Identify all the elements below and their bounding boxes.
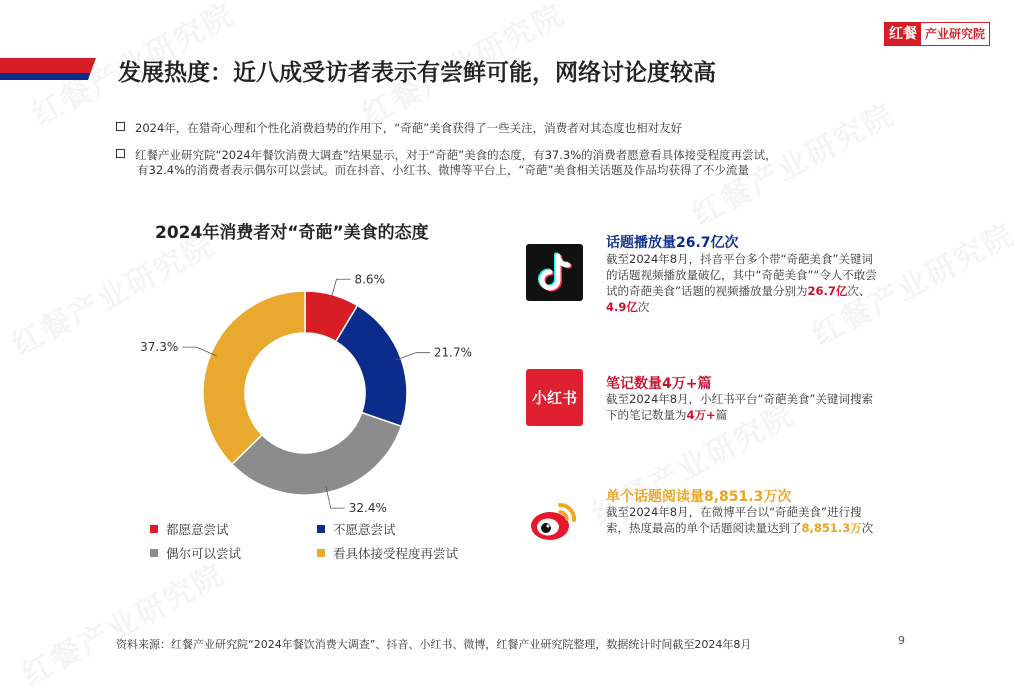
weibo-text: 截至2024年8月，在微博平台以“奇葩美食”进行搜索，热度最高的单个话题阅读量达到了8,851.3万次 bbox=[606, 505, 874, 535]
legend-swatch bbox=[150, 549, 158, 557]
watermark bbox=[13, 550, 231, 694]
logo-text: 产业研究院 bbox=[921, 23, 989, 45]
donut-chart bbox=[140, 245, 490, 516]
legend-item-4: 看具体接受程度再尝试 bbox=[317, 544, 458, 562]
source-note: 资料来源：红餐产业研究院“2024年餐饮消费大调查”、抖音、小红书、微博，红餐产业研究院整理，数据统计时间截至2024年8月 bbox=[116, 638, 752, 651]
data-label-2: 21.7% bbox=[433, 345, 473, 360]
legend-swatch bbox=[317, 525, 325, 533]
bullet-1: 2024年，在猎奇心理和个性化消费趋势的作用下，“奇葩”美食获得了一些关注，消费者对其态度也相对友好 bbox=[116, 121, 682, 136]
donut-slice-3 bbox=[232, 413, 401, 495]
page-title: 发展热度：近八成受访者表示有尝鲜可能，网络讨论度较高 bbox=[118, 60, 716, 86]
legend-item-3: 偶尔可以尝试 bbox=[150, 544, 241, 562]
bullet-square-icon bbox=[116, 122, 125, 131]
legend-swatch bbox=[150, 525, 158, 533]
weibo-heading: 单个话题阅读量8,851.3万次 bbox=[606, 489, 792, 505]
chart-title: 2024年消费者对“奇葩”美食的态度 bbox=[155, 223, 429, 243]
bullet-2-continuation: 有32.4%的消费者表示偶尔可以尝试。而在抖音、小红书、微博等平台上，“奇葩”美食相关话题及作品均获得了不少流量 bbox=[137, 163, 749, 177]
data-label-1: 8.6% bbox=[354, 272, 385, 287]
weibo-icon bbox=[526, 492, 583, 549]
donut-slice-2 bbox=[336, 306, 407, 427]
xiaohongshu-text: 截至2024年8月，小红书平台“奇葩美食”关键词搜索下的笔记数量为4万+篇 bbox=[606, 392, 873, 422]
page-number: 9 bbox=[898, 634, 905, 647]
data-label-4: 37.3% bbox=[140, 340, 179, 355]
bullet-2: 红餐产业研究院“2024年餐饮消费大调查”结果显示，对于“奇葩”美食的态度，有37.3%的消费者愿意看具体接受程度再尝试， 有32.4%的消费者表示偶尔可以尝试。而在抖音、小红书、微博等平台上，“奇葩”美食相关话题及作品均获得了不少流量 bbox=[116, 148, 777, 178]
header-accent-bar bbox=[0, 58, 96, 80]
donut-slice-4 bbox=[203, 291, 305, 464]
legend-swatch bbox=[317, 549, 325, 557]
douyin-text: 截至2024年8月，抖音平台多个带“奇葩美食”关键词的话题视频播放量破亿，其中“奇葩美食”“令人不敢尝试的奇葩美食”话题的视频播放量分别为26.7亿次、4.9亿次 bbox=[606, 252, 877, 314]
douyin-icon bbox=[526, 244, 583, 301]
bullet-square-icon bbox=[116, 149, 125, 158]
logo-mark: 红餐 bbox=[885, 23, 921, 45]
xiaohongshu-heading: 笔记数量4万+篇 bbox=[606, 376, 712, 392]
legend-item-2: 不愿意尝试 bbox=[317, 520, 396, 538]
douyin-heading: 话题播放量26.7亿次 bbox=[606, 235, 739, 251]
data-label-3: 32.4% bbox=[348, 501, 387, 516]
brand-logo bbox=[884, 22, 990, 46]
legend-item-1: 都愿意尝试 bbox=[150, 520, 229, 538]
xiaohongshu-icon: 小红书 bbox=[526, 369, 583, 426]
